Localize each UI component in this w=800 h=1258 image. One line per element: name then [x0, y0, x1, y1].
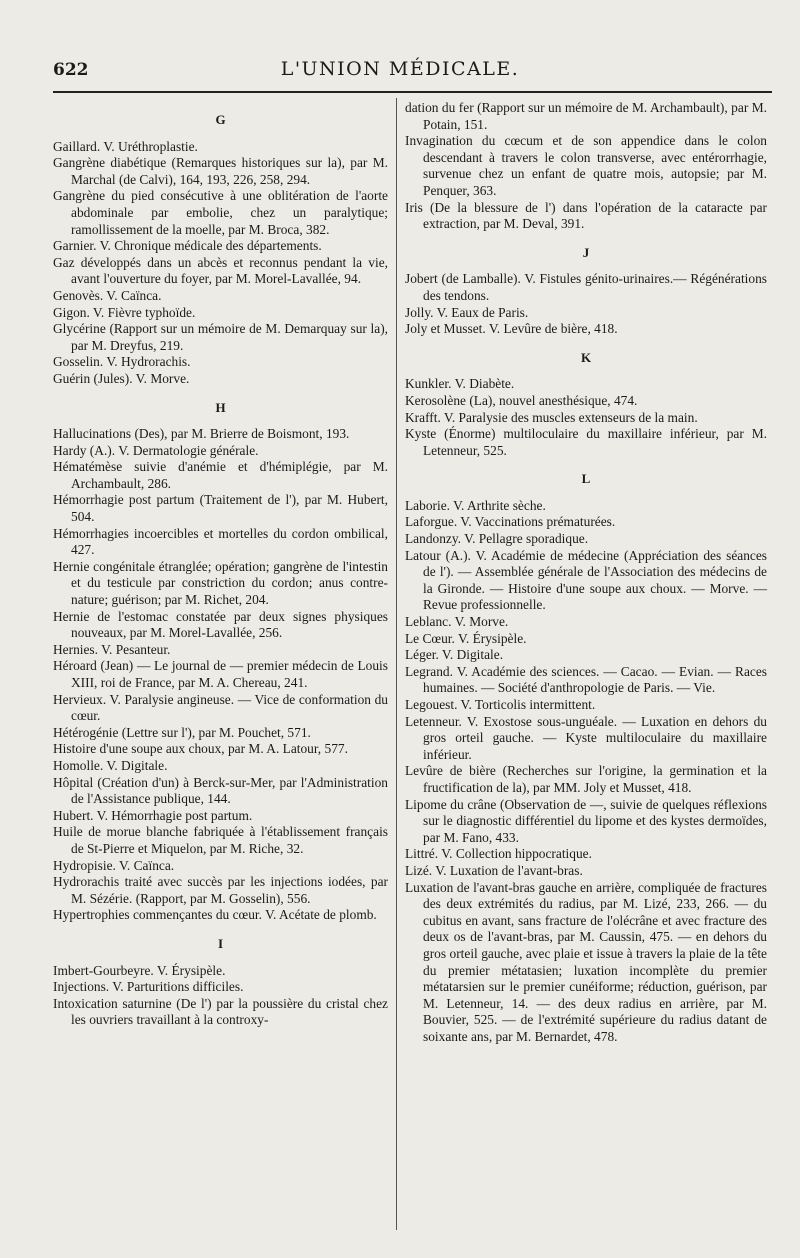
index-entry: Jolly. V. Eaux de Paris. — [405, 304, 529, 320]
index-entry: Hervieux. V. Paralysie angineuse. — Vice de conformation du cœur. — [53, 691, 388, 724]
index-entry: Gosselin. V. Hydrorachis. — [53, 354, 191, 370]
index-entry: Lizé. V. Luxation de l'avant-bras. — [405, 862, 583, 878]
index-entry: Kunkler. V. Diabète. — [405, 376, 515, 392]
index-entry: Littré. V. Collection hippocratique. — [405, 846, 592, 862]
section-letter: I — [217, 935, 224, 951]
index-entry: Krafft. V. Paralysie des muscles extenseurs de la main. — [405, 409, 698, 425]
index-entry: Hôpital (Création d'un) à Berck-sur-Mer, par l'Administration de l'Assistance publique, 144. — [53, 774, 388, 807]
index-entry: Genovès. V. Caïnca. — [53, 287, 162, 303]
index-entry: Latour (A.). V. Académie de médecine (Appréciation des séances de l'). — Assemblée générale de l'Association des médecins de la Gironde. — Histoire d'une soupe aux choux. — Morve. — Revue professionnelle. — [405, 547, 767, 613]
index-entry: dation du fer (Rapport sur un mémoire de M. Archambault), par M. Potain, 151. — [405, 100, 767, 132]
index-entry: Lipome du crâne (Observation de —, suivie de quelques réflexions sur le diagnostic différentiel du lipome et des kystes dermoïdes, par M. Fano, 433. — [405, 796, 767, 845]
index-entry: Jobert (de Lamballe). V. Fistules génito-urinaires.— Régénérations des tendons. — [405, 271, 767, 303]
index-entry: Héroard (Jean) — Le journal de — premier médecin de Louis XIII, roi de France, par M. A. Chereau, 241. — [53, 658, 388, 690]
header-rule — [53, 91, 772, 93]
index-entry: Garnier. V. Chronique médicale des départements. — [53, 238, 322, 254]
index-entry: Joly et Musset. V. Levûre de bière, 418. — [405, 321, 618, 337]
index-entry: Intoxication saturnine (De l') par la poussière du cristal chez les ouvriers travaillant à la controxy- — [53, 995, 388, 1028]
index-entry: Guérin (Jules). V. Morve. — [53, 370, 190, 386]
index-entry: Legouest. V. Torticolis intermittent. — [405, 697, 596, 712]
index-entry: Legrand. V. Académie des sciences. — Cacao. — Evian. — Races humaines. — Société d'anthropologie de Paris. — Vie. — [405, 663, 767, 696]
index-entry: Kyste (Énorme) multiloculaire du maxillaire inférieur, par M. Letenneur, 525. — [405, 426, 767, 458]
index-entry: Glycérine (Rapport sur un mémoire de M. Demarquay sur la), par M. Dreyfus, 219. — [53, 321, 388, 353]
index-entry: Hémorrhagies incoercibles et mortelles du cordon ombilical, 427. — [53, 525, 388, 558]
index-entry: Imbert-Gourbeyre. V. Érysipèle. — [53, 962, 226, 978]
section-letter: J — [582, 244, 590, 260]
index-entry: Laborie. V. Arthrite sèche. — [405, 497, 546, 513]
section-letter: K — [580, 349, 592, 365]
index-entry: Huile de morue blanche fabriquée à l'établissement français de St-Pierre et Miquelon, par M. Riche, 32. — [53, 824, 388, 856]
index-entry: Gangrène du pied consécutive à une oblitération de l'aorte abdominale par embolie, chez un paralytique; ramollissement de la moelle, par M. Broca, 382. — [53, 188, 388, 237]
index-entry: Hernie congénitale étranglée; opération; gangrène de l'intestin et du testicule par constriction du cordon; anus contre-nature; guérison; par M. Richet, 204. — [53, 558, 388, 608]
index-entry: Hydropisie. V. Caïnca. — [53, 857, 175, 873]
index-entry: Hernie de l'estomac constatée par deux signes physiques nouveaux, par M. Morel-Lavallée, 256. — [53, 608, 388, 641]
index-entry: Hématémèse suivie d'anémie et d'hémiplégie, par M. Archambault, 286. — [53, 459, 388, 491]
index-entry: Léger. V. Digitale. — [405, 647, 504, 663]
section-letter: L — [581, 471, 591, 487]
index-entry: Hémorrhagie post partum (Traitement de l'), par M. Hubert, 504. — [53, 492, 388, 525]
index-entry: Hubert. V. Hémorrhagie post partum. — [53, 807, 253, 823]
section-letter: G — [215, 112, 226, 127]
index-entry: Invagination du cœcum et de son appendice dans le colon descendant à travers le colon transverse, avec entérorrhagie, survenue chez un enfant de quatre mois, autopsie; par M. Penquer, 363. — [405, 133, 767, 198]
index-entry: Leblanc. V. Morve. — [405, 614, 509, 630]
column-divider — [396, 98, 397, 1230]
index-entry: Homolle. V. Digitale. — [53, 757, 168, 773]
index-entry: Injections. V. Parturitions difficiles. — [53, 979, 244, 995]
index-entry: Luxation de l'avant-bras gauche en arrière, compliquée de fractures des deux extrémités du radius, par M. Lizé, 233, 266. — du cubitus en avant, sans fracture de l'olécrâne et avec fracture des deux os de l'avant-bras, par M. Caussin, 475. — en dehors du gros orteil gauche, avec plaie et issue à travers la plaie de la tête du premier métatasien; luxation incomplète du premier métatarsien sur le premier cunéiforme; réduction, guérison, par M. Letenneur, 14. — des deux radius en arrière, par M. Bouvier, 525. — de l'extrémité supérieure du radius datant de soixante ans, par M. Bernardet, 478. — [405, 879, 767, 1044]
index-entry: Iris (De la blessure de l') dans l'opération de la cataracte par extraction, par M. Deval, 391. — [405, 199, 767, 232]
index-entry: Hétérogénie (Lettre sur l'), par M. Pouchet, 571. — [53, 724, 311, 740]
index-entry: Hardy (A.). V. Dermatologie générale. — [53, 442, 259, 458]
index-entry: Gaillard. V. Uréthroplastie. — [53, 138, 198, 154]
page-number: 622 — [53, 60, 89, 80]
index-entry: Hydrorachis traité avec succès par les injections iodées, par M. Sézérie. (Rapport, par M. Gosselin), 556. — [53, 874, 388, 906]
index-entry: Le Cœur. V. Érysipèle. — [405, 630, 527, 646]
index-entry: Kerosolène (La), nouvel anesthésique, 474. — [405, 392, 638, 408]
index-entry: Hallucinations (Des), par M. Brierre de Boismont, 193. — [53, 426, 350, 442]
right-column — [405, 100, 767, 1045]
index-entry: Histoire d'une soupe aux choux, par M. A. Latour, 577. — [53, 741, 348, 757]
index-entry: Letenneur. V. Exostose sous-unguéale. — Luxation en dehors du gros orteil gauche. — Kyste multiloculaire du maxillaire inférieur. — [405, 713, 767, 762]
index-entry: Hernies. V. Pesanteur. — [53, 641, 171, 657]
left-column — [53, 100, 388, 1029]
index-entry: Gangrène diabétique (Remarques historiques sur la), par M. Marchal (de Calvi), 164, 193, 226, 258, 294. — [53, 155, 388, 187]
index-entry: Landonzy. V. Pellagre sporadique. — [405, 531, 589, 547]
running-title: L'UNION MÉDICALE. — [280, 58, 520, 80]
index-entry: Laforgue. V. Vaccinations prématurées. — [405, 514, 616, 530]
index-entry: Levûre de bière (Recherches sur l'origine, la germination et la fructification de la), par MM. Joly et Musset, 418. — [405, 763, 767, 795]
index-entry: Hypertrophies commençantes du cœur. V. Acétate de plomb. — [53, 907, 377, 923]
index-entry: Gigon. V. Fièvre typhoïde. — [53, 304, 196, 320]
section-letter: H — [215, 399, 226, 415]
index-entry: Gaz développés dans un abcès et reconnus pendant la vie, avant l'ouverture du foyer, par M. Morel-Lavallée, 94. — [53, 254, 388, 287]
